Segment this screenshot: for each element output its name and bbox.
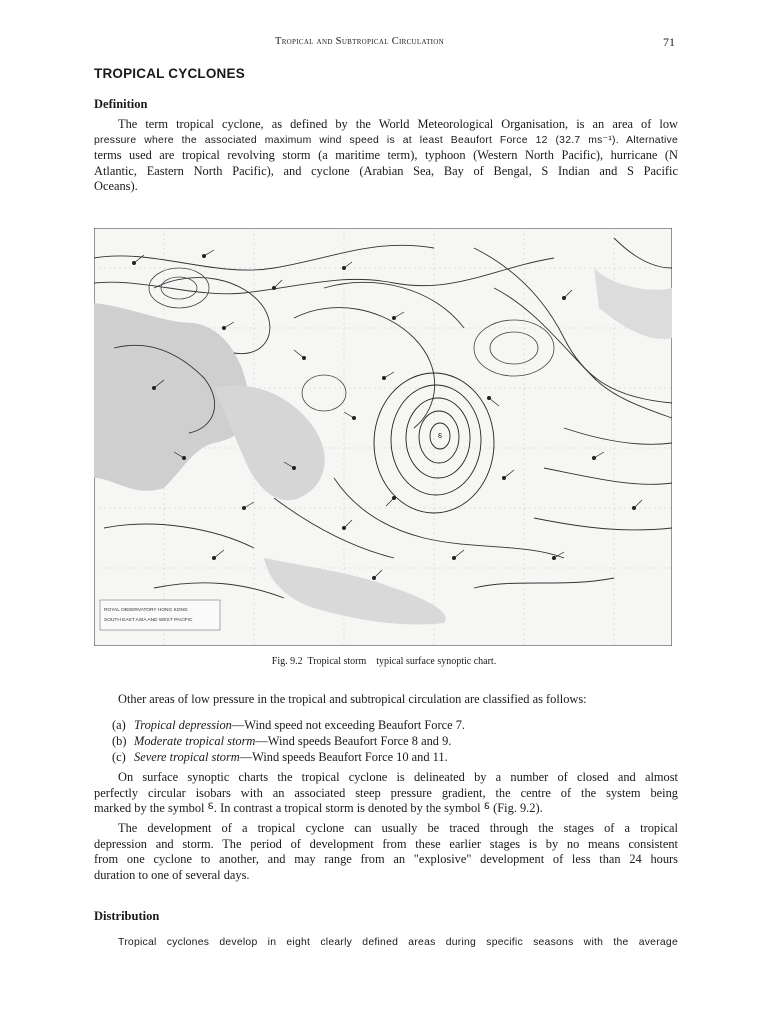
list-item xyxy=(112,717,465,733)
paragraph-line: Atlantic, Eastern North Pacific), and cyclone (Arabian Sea, Bay of Bengal, S Indian and S Pacific xyxy=(94,163,678,178)
distribution-heading: Distribution xyxy=(94,909,160,923)
figure-caption xyxy=(0,656,768,667)
distribution-paragraph xyxy=(94,935,678,951)
figure-caption-text: Tropical storm typical surface synoptic chart. xyxy=(307,656,497,667)
list-text: —Wind speeds Beaufort Force 8 and 9. xyxy=(255,734,452,748)
definition-heading: Definition xyxy=(94,97,148,111)
list-item xyxy=(112,749,465,765)
list-term: Moderate tropical storm xyxy=(134,734,256,748)
list-text: —Wind speed not exceeding Beaufort Force 7. xyxy=(231,718,466,732)
paragraph-line: perfectly circular isobars with an associated steep pressure gradient, the centre of the system being xyxy=(94,785,678,800)
development-paragraph xyxy=(94,821,678,883)
paragraph-line: The term tropical cyclone, as defined by the World Meteorological Organisation, is an area of low xyxy=(118,117,678,131)
paragraph-line: duration to one of several days. xyxy=(94,867,250,882)
svg-text:⸹: ⸹ xyxy=(437,433,443,443)
paragraph-line: Oceans). xyxy=(94,179,138,194)
synoptic-chart-figure xyxy=(94,228,672,646)
paragraph-line: Other areas of low pressure in the tropical and subtropical circulation are classified as follows: xyxy=(118,692,587,706)
list-term: Severe tropical storm xyxy=(134,750,240,764)
list-text: —Wind speeds Beaufort Force 10 and 11. xyxy=(239,750,448,764)
classification-intro xyxy=(118,692,678,708)
paragraph-line: Tropical cyclones develop in eight clearly defined areas during specific seasons with the average xyxy=(118,937,678,948)
definition-paragraph xyxy=(94,117,678,195)
list-term: Tropical depression xyxy=(134,718,232,732)
list-marker: (a) xyxy=(112,718,126,732)
paragraph-line: On surface synoptic charts the tropical cyclone is delineated by a number of closed and almost xyxy=(118,770,678,784)
list-marker: (b) xyxy=(112,734,127,748)
page-number: 71 xyxy=(663,35,675,49)
list-marker: (c) xyxy=(112,750,126,764)
synoptic-paragraph xyxy=(94,770,678,817)
paragraph-line: from one cyclone to another, and may range from an "explosive" development of less than 24 hours xyxy=(94,852,678,867)
paragraph-line: pressure where the associated maximum wind speed is at least Beaufort Force 12 (32.7 ms⁻¹). Alternative xyxy=(94,134,678,146)
figure-caption-label: Fig. 9.2 xyxy=(271,656,303,667)
paragraph-line: marked by the symbol ⸹. In contrast a tropical storm is denoted by the symbol ⸹ (Fig. 9.2). xyxy=(94,801,543,816)
map-title-line: ROYAL OBSERVATORY HONG KONG xyxy=(104,608,188,613)
classification-list xyxy=(112,717,465,765)
paragraph-line: depression and storm. The period of development from these earlier stages is by no means consistent xyxy=(94,836,678,851)
running-title: Tropical and Subtropical Circulation xyxy=(275,36,444,47)
paragraph-line: The development of a tropical cyclone can usually be traced through the stages of a tropical xyxy=(118,821,678,835)
section-title: TROPICAL CYCLONES xyxy=(94,66,245,81)
paragraph-line: terms used are tropical revolving storm (a maritime term), typhoon (Western North Pacific), hurricane (N xyxy=(94,148,678,163)
list-item xyxy=(112,733,465,749)
map-title-line: SOUTH EAST ASIA AND WEST PACIFIC xyxy=(104,618,193,623)
